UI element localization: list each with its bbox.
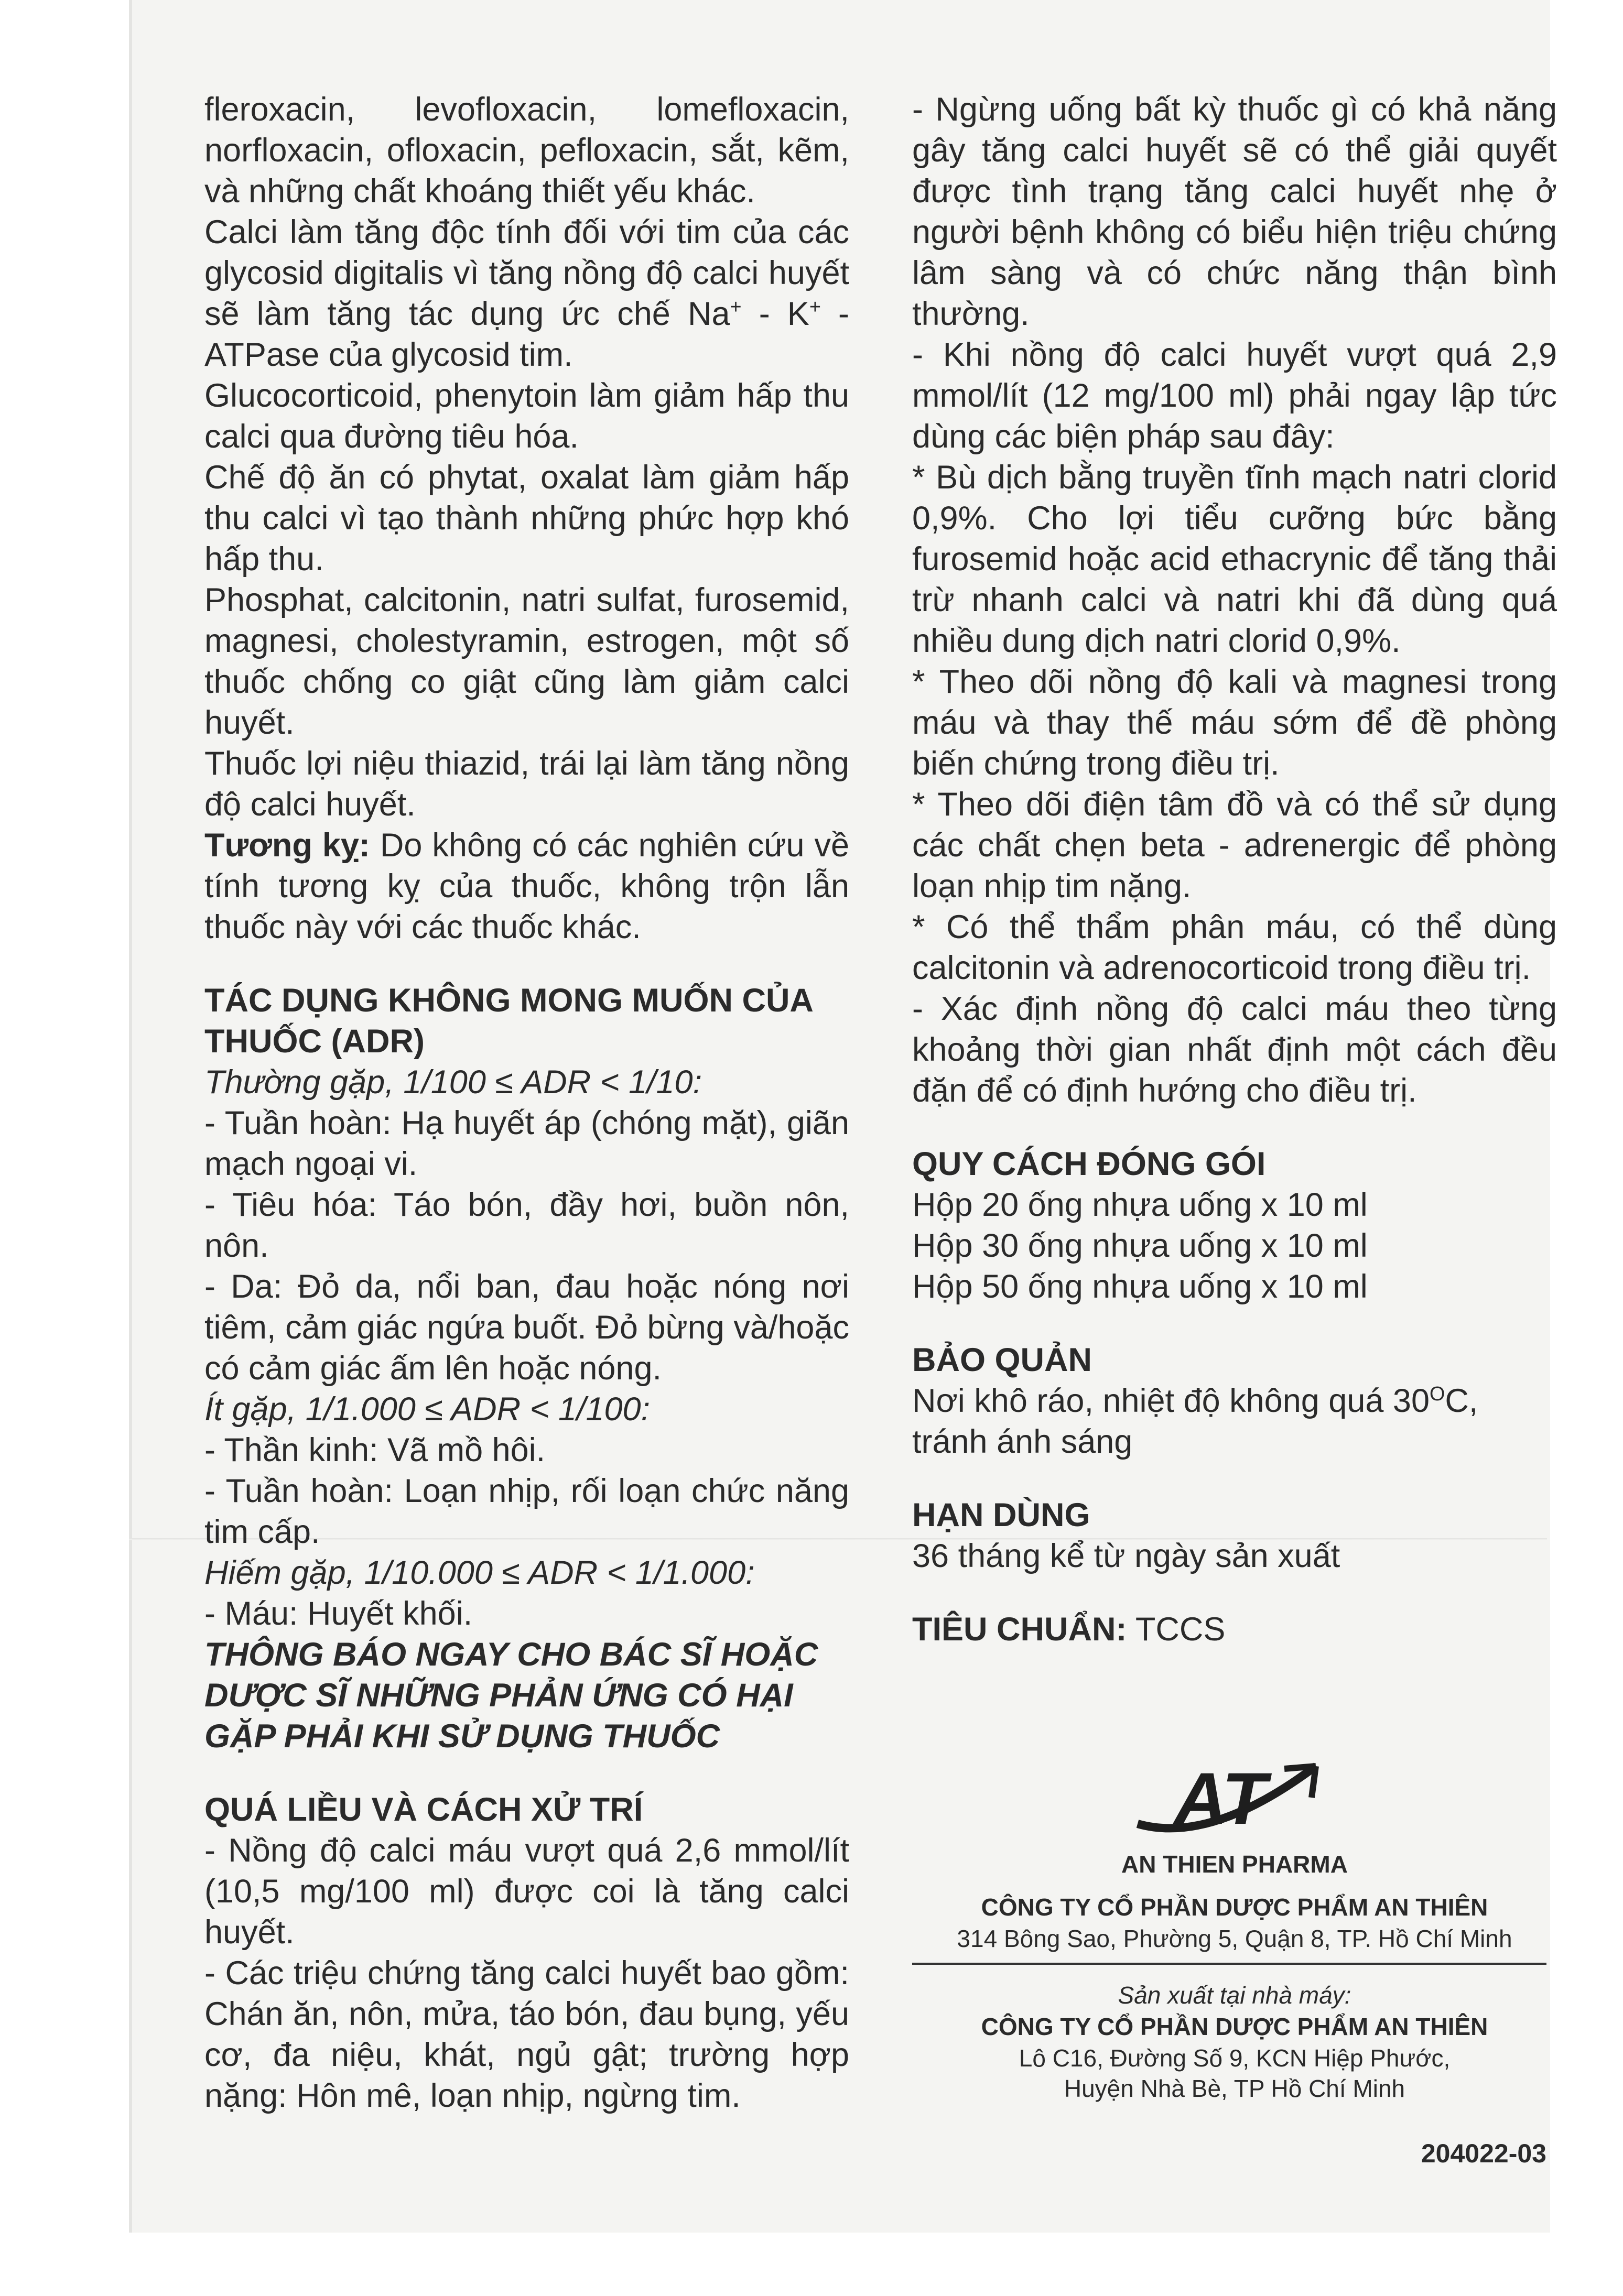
company-logo — [1127, 1745, 1347, 1855]
pack-item: Hộp 50 ống nhựa uống x 10 ml — [912, 1268, 1368, 1305]
text-part: - K — [741, 296, 809, 332]
left-column — [204, 89, 849, 2116]
overdose-item: - Các triệu chứng tăng calci huyết bao gồm: Chán ăn, nôn, mửa, táo bón, đau bụng, yếu cơ, đa niệu, khát, ngủ gật; trường hợp nặng: Hôn mê, loạn nhịp, ngừng tim. — [204, 1955, 849, 2114]
pack-item: Hộp 20 ống nhựa uống x 10 ml — [912, 1187, 1368, 1223]
adr-item: - Máu: Huyết khối. — [204, 1595, 473, 1632]
treatment-item: * Theo dõi nồng độ kali và magnesi trong máu và thay thế máu sớm để đề phòng biến chứng trong điều trị. — [912, 663, 1557, 782]
right-column — [912, 89, 1557, 1650]
text-part: Nơi khô ráo, nhiệt độ không quá 30 — [912, 1383, 1430, 1419]
section-heading-overdose: QUÁ LIỀU VÀ CÁCH XỬ TRÍ — [204, 1791, 643, 1828]
text-part: - ATPase của glycosid tim. — [204, 296, 850, 373]
factory-address-line2: Huyện Nhà Bè, TP Hồ Chí Minh — [1064, 2075, 1405, 2102]
section-heading-storage: BẢO QUẢN — [912, 1342, 1092, 1378]
treatment-item: * Có thể thẩm phân máu, có thể dùng calcitonin và adrenocorticoid trong điều trị. — [912, 909, 1557, 986]
phosphat-paragraph: Phosphat, calcitonin, natri sulfat, furosemid, magnesi, cholestyramin, estrogen, một số thuốc chống co giật cũng làm giảm calci huyết. — [204, 582, 849, 741]
expiry-text: 36 tháng kể từ ngày sản xuất — [912, 1538, 1340, 1574]
treatment-item: - Khi nồng độ calci huyết vượt quá 2,9 mmol/lít (12 mg/100 ml) phải ngay lập tức dùng các biện pháp sau đây: — [912, 336, 1557, 455]
adr-item: - Tuần hoàn: Loạn nhịp, rối loạn chức năng tim cấp. — [204, 1473, 849, 1550]
standard-value: TCCS — [1127, 1611, 1226, 1648]
treatment-item: - Xác định nồng độ calci máu theo từng khoảng thời gian nhất định một cách đều đặn để có định hướng cho điều trị. — [912, 991, 1557, 1109]
superscript: O — [1430, 1383, 1445, 1405]
pack-item: Hộp 30 ống nhựa uống x 10 ml — [912, 1227, 1368, 1264]
adr-item: - Tuần hoàn: Hạ huyết áp (chóng mặt), giãn mạch ngoại vi. — [204, 1105, 849, 1182]
made-at-label: Sản xuất tại nhà máy: — [1118, 1982, 1351, 2009]
company-name: CÔNG TY CỔ PHẦN DƯỢC PHẨM AN THIÊN — [981, 1894, 1488, 1921]
interaction-paragraph: fleroxacin, levofloxacin, lomefloxacin, norfloxacin, ofloxacin, pefloxacin, sắt, kẽm, và những chất khoáng thiết yếu khác. — [204, 91, 849, 210]
treatment-item: * Theo dõi điện tâm đồ và có thể sử dụng các chất chẹn beta - adrenergic để phòng loạn nhịp tim nặng. — [912, 786, 1557, 905]
incompatibility-paragraph — [204, 825, 849, 948]
text-part: C, tránh ánh sáng — [912, 1383, 1478, 1460]
adr-item: - Tiêu hóa: Táo bón, đầy hơi, buồn nôn, nôn. — [204, 1187, 849, 1264]
section-heading-adr: TÁC DỤNG KHÔNG MONG MUỐN CỦA THUỐC (ADR) — [204, 982, 813, 1060]
adr-common-label: Thường gặp, 1/100 ≤ ADR < 1/10: — [204, 1064, 702, 1101]
diet-paragraph: Chế độ ăn có phytat, oxalat làm giảm hấp thu calci vì tạo thành những phức hợp khó hấp thu. — [204, 459, 849, 578]
adr-item: - Thần kinh: Vã mồ hôi. — [204, 1432, 546, 1468]
storage-text — [912, 1380, 1557, 1462]
text-part: Do không có các nghiên cứu về tính tương kỵ của thuốc, không trộn lẫn thuốc này với các thuốc khác. — [204, 827, 850, 945]
treatment-item: * Bù dịch bằng truyền tĩnh mạch natri clorid 0,9%. Cho lợi tiểu cưỡng bức bằng furosemid hoặc acid ethacrynic để tăng thải trừ nhanh calci và natri khi đã dùng quá nhiều dung dịch natri clorid 0,9%. — [912, 459, 1557, 659]
document-code: 204022-03 — [1421, 2139, 1546, 2168]
standard-line — [912, 1609, 1557, 1650]
overdose-item: - Nồng độ calci máu vượt quá 2,6 mmol/lít (10,5 mg/100 ml) được coi là tăng calci huyết. — [204, 1832, 849, 1951]
divider — [912, 1963, 1546, 1965]
warning-notice: THÔNG BÁO NGAY CHO BÁC SĨ HOẶC DƯỢC SĨ NHỮNG PHẢN ỨNG CÓ HẠI GẶP PHẢI KHI SỬ DỤNG THUỐC — [204, 1636, 818, 1755]
superscript: + — [809, 296, 821, 318]
adr-uncommon-label: Ít gặp, 1/1.000 ≤ ADR < 1/100: — [204, 1391, 651, 1428]
logo-graphic — [1127, 1745, 1347, 1855]
adr-item: - Da: Đỏ da, nổi ban, đau hoặc nóng nơi tiêm, cảm giác ngứa buốt. Đỏ bừng và/hoặc có cảm giác ấm lên hoặc nóng. — [204, 1268, 849, 1387]
text-part: Calci làm tăng độc tính đối với tim của các glycosid digitalis vì tăng nồng độ calci huyết sẽ làm tăng tác dụng ức chế Na — [204, 214, 849, 332]
logo-letters: AT — [1174, 1757, 1267, 1840]
section-heading-expiry: HẠN DÙNG — [912, 1497, 1090, 1533]
standard-label: TIÊU CHUẨN: — [912, 1611, 1127, 1648]
company-address: 314 Bông Sao, Phường 5, Quận 8, TP. Hồ Chí Minh — [957, 1925, 1512, 1952]
glucocorticoid-paragraph: Glucocorticoid, phenytoin làm giảm hấp thu calci qua đường tiêu hóa. — [204, 377, 849, 455]
adr-rare-label: Hiếm gặp, 1/10.000 ≤ ADR < 1/1.000: — [204, 1554, 755, 1591]
factory-name: CÔNG TY CỔ PHẦN DƯỢC PHẨM AN THIÊN — [981, 2013, 1488, 2040]
incompatibility-label: Tương kỵ: — [204, 827, 370, 864]
factory-address-line1: Lô C16, Đường Số 9, KCN Hiệp Phước, — [1019, 2044, 1451, 2072]
thiazid-paragraph: Thuốc lợi niệu thiazid, trái lại làm tăng nồng độ calci huyết. — [204, 745, 849, 823]
brand-name: AN THIEN PHARMA — [1121, 1851, 1348, 1878]
section-heading-packaging: QUY CÁCH ĐÓNG GÓI — [912, 1146, 1266, 1182]
treatment-item: - Ngừng uống bất kỳ thuốc gì có khả năng gây tăng calci huyết sẽ có thể giải quyết được tình trạng tăng calci huyết nhẹ ở người bệnh không có biểu hiện triệu chứng lâm sàng và có chức năng thận bình thường. — [912, 91, 1557, 332]
digitalis-paragraph — [204, 212, 849, 375]
superscript: + — [730, 296, 742, 318]
